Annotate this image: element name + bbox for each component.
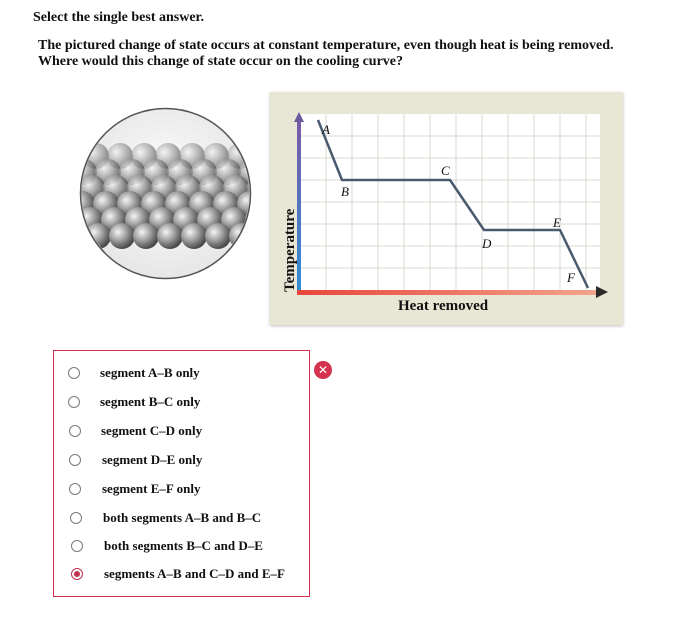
point-e-label: E [553,215,561,230]
option-label: segment A–B only [100,365,200,380]
option-de[interactable] [54,450,304,470]
answer-options-box [53,350,310,597]
particle-lattice [78,143,253,249]
option-label: segments A–B and C–D and E–F [104,566,285,581]
particle [109,223,135,249]
point-c-label: C [441,163,450,178]
particle [181,223,207,249]
radio-button[interactable] [69,483,81,495]
option-ab-cd-ef[interactable] [54,564,304,584]
y-axis-label: Temperature [282,208,298,292]
radio-button[interactable] [71,540,83,552]
option-ef[interactable] [54,479,304,499]
option-label: both segments A–B and B–C [103,510,262,525]
x-axis-label: Heat removed [398,298,489,314]
radio-button[interactable] [69,425,81,437]
point-f-label: F [567,270,575,285]
question-text [38,38,658,70]
instruction-text: Select the single best answer. [33,10,204,25]
option-label: segment C–D only [101,423,203,438]
point-b-label: B [341,184,349,199]
cooling-curve-graph [270,92,623,325]
radio-button[interactable] [68,396,80,408]
option-ab[interactable] [54,363,304,383]
option-label: segment E–F only [102,481,201,496]
question-line-2: Where would this change of state occur on the cooling curve? [38,54,404,69]
option-cd[interactable] [54,421,304,441]
point-d-label: D [482,236,492,251]
particle [205,223,231,249]
radio-button-selected[interactable] [71,568,83,580]
radio-button[interactable] [70,512,82,524]
option-label: both segments B–C and D–E [104,538,263,553]
option-bc-and-de[interactable] [54,536,304,556]
particle-diagram-image [78,106,253,281]
option-bc[interactable] [54,392,304,412]
incorrect-icon: ✕ [314,361,332,379]
option-label: segment B–C only [100,394,201,409]
radio-button[interactable] [69,454,81,466]
option-label: segment D–E only [102,452,203,467]
option-ab-and-bc[interactable] [54,508,304,528]
particle [157,223,183,249]
radio-button[interactable] [68,367,80,379]
particle [133,223,159,249]
question-line-1: The pictured change of state occurs at constant temperature, even though heat is being removed. [38,38,614,53]
x-axis [297,290,597,295]
point-a-label: A [322,122,330,137]
